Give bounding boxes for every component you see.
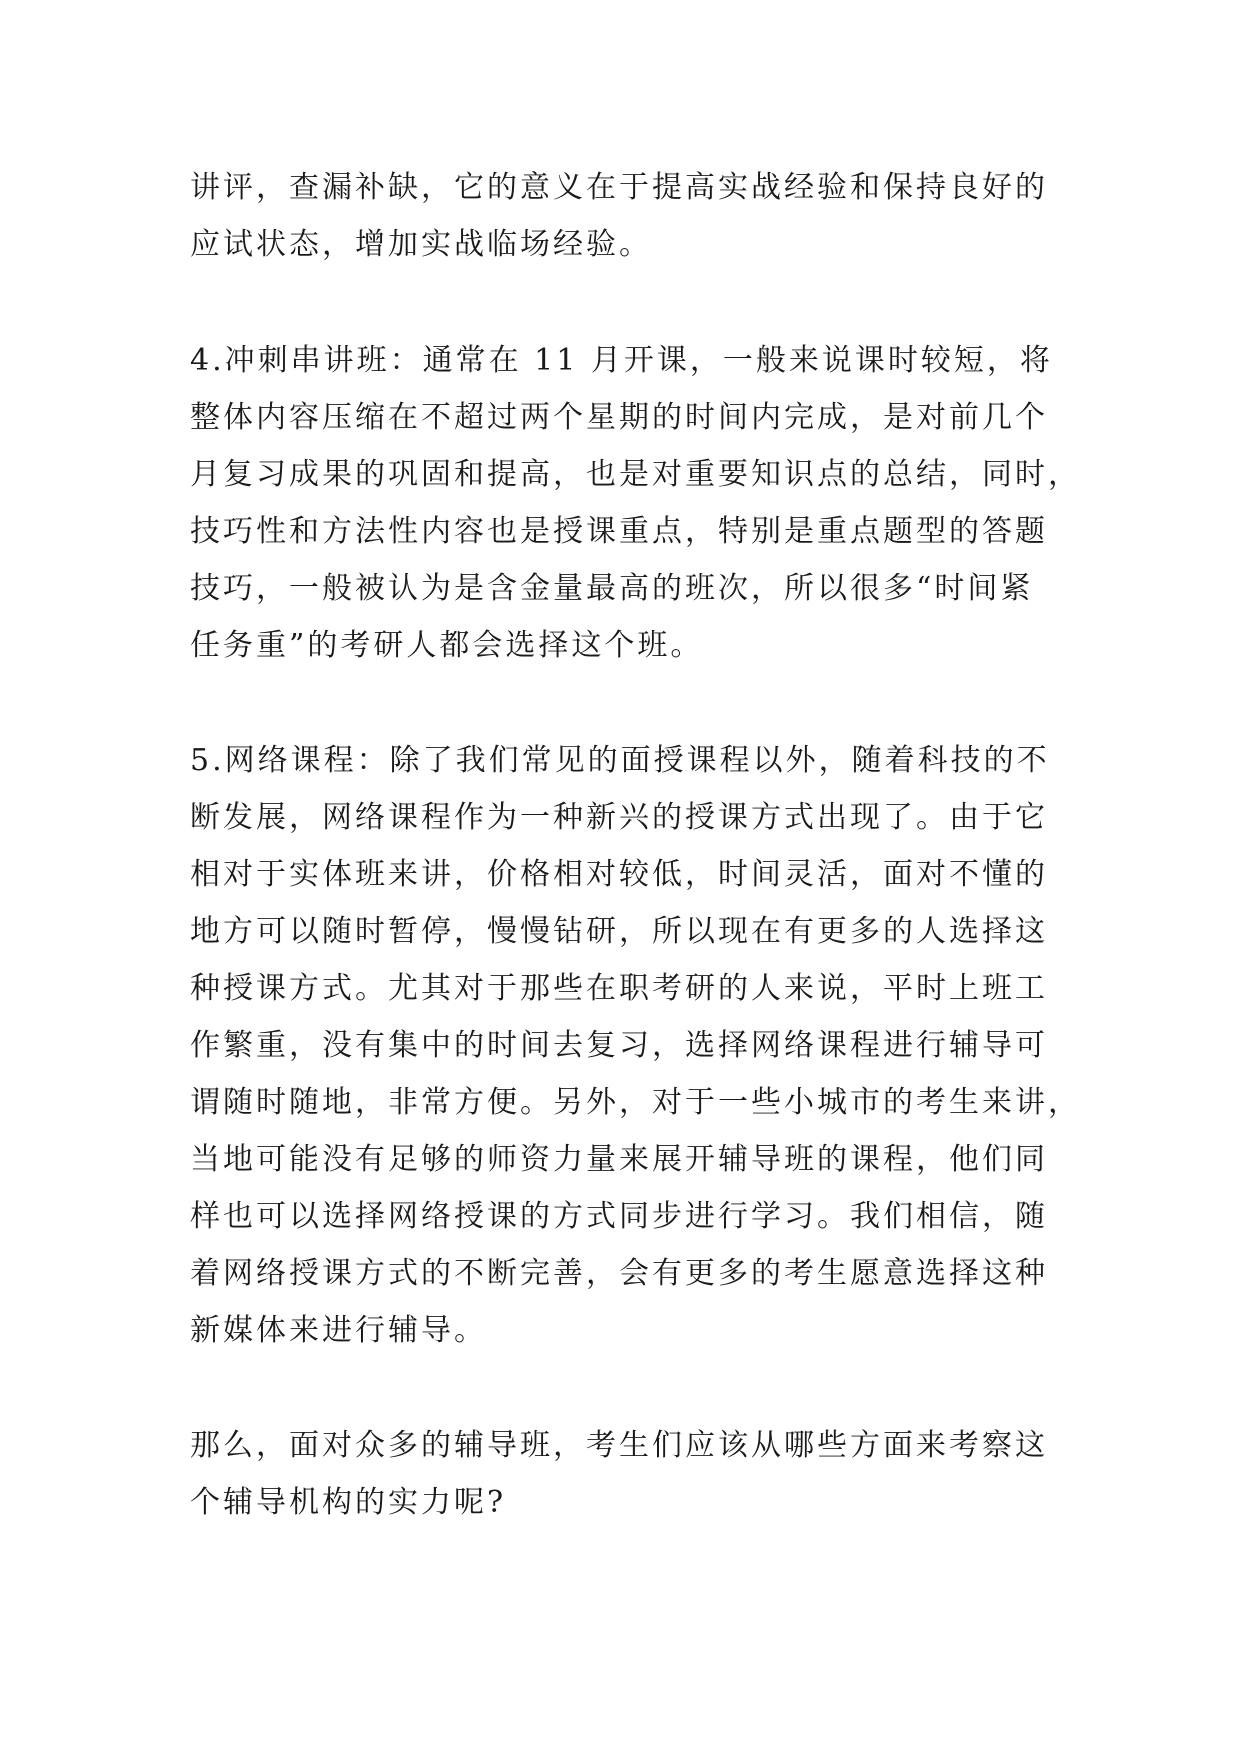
paragraph-mock-exam-continued (190, 159, 1070, 273)
text-line: 当地可能没有足够的师资力量来展开辅导班的课程，他们同 (190, 1142, 1048, 1177)
text-line: 那么，面对众多的辅导班，考生们应该从哪些方面来考察这 (190, 1428, 1048, 1463)
text-line: 技巧性和方法性内容也是授课重点，特别是重点题型的答题 (190, 514, 1048, 549)
paragraph-closing-question (190, 1417, 1070, 1531)
text-line: 任务重”的考研人都会选择这个班。 (190, 628, 704, 663)
text-line: 相对于实体班来讲，价格相对较低，时间灵活，面对不懂的 (190, 857, 1048, 892)
text-line: 整体内容压缩在不超过两个星期的时间内完成，是对前几个 (190, 400, 1048, 435)
text-line: 着网络授课方式的不断完善，会有更多的考生愿意选择这种 (190, 1256, 1048, 1291)
text-line: 技巧，一般被认为是含金量最高的班次，所以很多“时间紧 (190, 571, 1034, 606)
text-line: 新媒体来进行辅导。 (190, 1313, 487, 1348)
text-line: 月复习成果的巩固和提高，也是对重要知识点的总结，同时， (190, 457, 1081, 492)
text-line: 断发展，网络课程作为一种新兴的授课方式出现了。由于它 (190, 800, 1048, 835)
paragraph-online-courses (190, 732, 1081, 1359)
text-line: 4.冲刺串讲班：通常在 11 月开课，一般来说课时较短，将 (190, 343, 1053, 378)
text-line: 个辅导机构的实力呢? (190, 1485, 507, 1520)
text-line: 谓随时随地，非常方便。另外，对于一些小城市的考生来讲， (190, 1085, 1081, 1120)
text-line: 作繁重，没有集中的时间去复习，选择网络课程进行辅导可 (190, 1028, 1048, 1063)
text-line: 应试状态，增加实战临场经验。 (190, 227, 652, 262)
text-line: 5.网络课程：除了我们常见的面授课程以外，随着科技的不 (190, 743, 1050, 778)
text-line: 地方可以随时暂停，慢慢钻研，所以现在有更多的人选择这 (190, 914, 1048, 949)
text-line: 讲评，查漏补缺，它的意义在于提高实战经验和保持良好的 (190, 170, 1048, 205)
text-line: 种授课方式。尤其对于那些在职考研的人来说，平时上班工 (190, 971, 1048, 1006)
paragraph-sprint-class (190, 332, 1081, 674)
text-line: 样也可以选择网络授课的方式同步进行学习。我们相信，随 (190, 1199, 1048, 1234)
